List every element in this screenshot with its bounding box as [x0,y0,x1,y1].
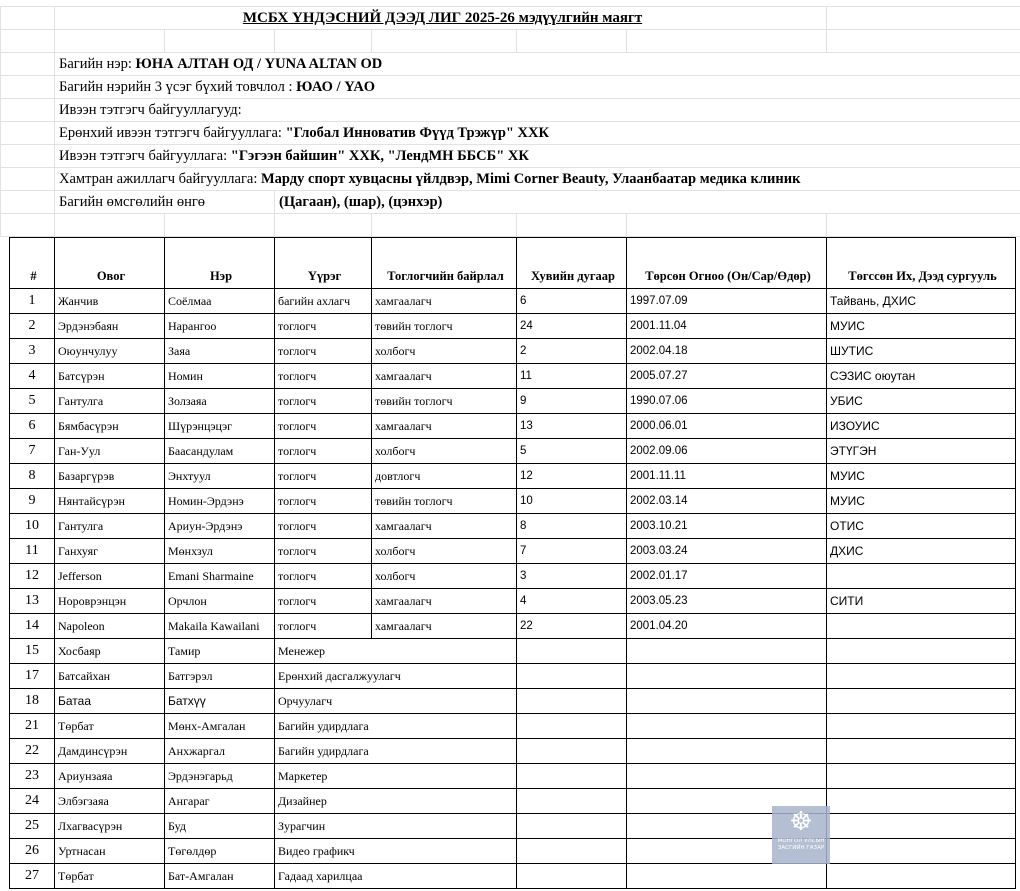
player-jersey: 10 [517,489,627,514]
player-school: Тайвань, ДХИС [827,289,1016,314]
row-number: 1 [10,289,55,314]
player-dob: 2001.11.04 [627,314,827,339]
player-surname: Эрдэнэбаян [55,314,165,339]
player-name: Орчлон [165,589,275,614]
empty-cell [517,639,627,664]
col-header-role: Үүрэг [275,238,372,289]
row-number: 10 [10,514,55,539]
abbr-row [55,76,1020,99]
empty-cell [517,839,627,864]
player-dob: 1997.07.09 [627,289,827,314]
empty-cell [517,664,627,689]
player-role: багийн ахлагч [275,289,372,314]
soyombo-icon: ☸ [789,807,813,837]
staff-name: Эрдэнэгарьд [165,764,275,789]
partners-row [55,168,1020,191]
staff-row [10,764,1016,789]
staff-surname: Батсайхан [55,664,165,689]
player-dob: 2002.03.14 [627,489,827,514]
staff-surname: Батаа [55,689,165,714]
row-number: 27 [10,864,55,889]
form-title: МСБХ ҮНДЭСНИЙ ДЭЭД ЛИГ 2025-26 мэдүүлгийн маягт [55,7,827,30]
staff-name: Мөнх-Амгалан [165,714,275,739]
row-number: 17 [10,664,55,689]
government-seal [772,806,830,864]
row-number: 9 [10,489,55,514]
staff-row [10,664,1016,689]
empty-cell [517,814,627,839]
staff-role: Зурагчин [275,814,517,839]
staff-row [10,639,1016,664]
player-position: хамгаалагч [372,614,517,639]
staff-name: Буд [165,814,275,839]
player-school: ШУТИС [827,339,1016,364]
row-number: 2 [10,314,55,339]
player-surname: Гантулга [55,389,165,414]
staff-name: Бат-Амгалан [165,864,275,889]
empty-cell [827,664,1016,689]
player-role: тоглогч [275,314,372,339]
player-name: Ариун-Эрдэнэ [165,514,275,539]
player-role: тоглогч [275,589,372,614]
player-name: Emani Sharmaine [165,564,275,589]
row-number: 13 [10,589,55,614]
empty-cell [517,864,627,889]
empty-cell [827,689,1016,714]
player-name: Номин-Эрдэнэ [165,489,275,514]
player-school: МУИС [827,489,1016,514]
col-header-surname: Овог [55,238,165,289]
player-school: ДХИС [827,539,1016,564]
form-header [0,6,1020,237]
player-jersey: 22 [517,614,627,639]
player-name: Нарангоо [165,314,275,339]
player-school [827,564,1016,589]
col-header-jersey: Хувийн дугаар [517,238,627,289]
player-school: СИТИ [827,589,1016,614]
staff-name: Батхүү [165,689,275,714]
player-jersey: 13 [517,414,627,439]
player-row [10,314,1016,339]
general-sponsor-row [55,122,1020,145]
staff-role: Менежер [275,639,517,664]
player-dob: 1990.07.06 [627,389,827,414]
staff-row [10,714,1016,739]
player-school: ОТИС [827,514,1016,539]
staff-role: Видео графикч [275,839,517,864]
player-role: тоглогч [275,364,372,389]
player-row [10,514,1016,539]
staff-row [10,814,1016,839]
player-row [10,589,1016,614]
staff-role: Маркетер [275,764,517,789]
empty-cell [827,764,1016,789]
staff-row [10,739,1016,764]
player-surname: Ган-Уул [55,439,165,464]
player-role: тоглогч [275,464,372,489]
staff-surname: Төрбат [55,714,165,739]
player-surname: Нянтайсүрэн [55,489,165,514]
player-jersey: 2 [517,339,627,364]
row-number: 23 [10,764,55,789]
row-number: 24 [10,789,55,814]
col-header-dob: Төрсөн Огноо (Он/Сар/Өдөр) [627,238,827,289]
roster-table [9,237,1016,889]
row-number: 22 [10,739,55,764]
team-name-label: Багийн нэр: [59,55,132,72]
row-number: 26 [10,839,55,864]
player-dob: 2002.04.18 [627,339,827,364]
empty-cell [517,714,627,739]
staff-name: Тамир [165,639,275,664]
player-jersey: 9 [517,389,627,414]
staff-surname: Ариунзаяа [55,764,165,789]
player-dob: 2001.11.11 [627,464,827,489]
staff-row [10,839,1016,864]
player-surname: Батсүрэн [55,364,165,389]
row-number: 14 [10,614,55,639]
player-jersey: 3 [517,564,627,589]
player-position: холбогч [372,539,517,564]
row-number: 12 [10,564,55,589]
staff-row [10,689,1016,714]
player-position: хамгаалагч [372,414,517,439]
row-number: 15 [10,639,55,664]
empty-cell [627,689,827,714]
player-row [10,364,1016,389]
staff-surname: Төрбат [55,864,165,889]
partners-value: Марду спорт хувцасны үйлдвэр, Mimi Corner Beauty, Улаанбаатар медика клиник [260,170,801,187]
player-surname: Оюунчулуу [55,339,165,364]
col-header-number: # [10,238,55,289]
player-role: тоглогч [275,339,372,364]
player-jersey: 11 [517,364,627,389]
player-name: Заяа [165,339,275,364]
sponsors-label: Ивээн тэтгэгч байгууллагууд: [55,99,1020,122]
player-jersey: 12 [517,464,627,489]
player-name: Makaila Kawailani [165,614,275,639]
player-dob: 2003.10.21 [627,514,827,539]
player-surname: Бямбасүрэн [55,414,165,439]
player-position: төвийн тоглогч [372,389,517,414]
staff-role: Ерөнхий дасгалжуулагч [275,664,517,689]
player-name: Золзаяа [165,389,275,414]
abbr-value: ЮАО / YAO [296,78,376,95]
row-number: 7 [10,439,55,464]
player-dob: 2001.04.20 [627,614,827,639]
player-role: тоглогч [275,389,372,414]
player-surname: Ганхуяг [55,539,165,564]
staff-name: Ангараг [165,789,275,814]
row-number: 8 [10,464,55,489]
player-position: төвийн тоглогч [372,314,517,339]
general-sponsor-label: Ерөнхий ивээн тэтгэгч байгууллага: [59,124,282,141]
player-surname: Базаргүрэв [55,464,165,489]
player-surname: Napoleon [55,614,165,639]
empty-cell [627,764,827,789]
staff-role: Орчуулагч [275,689,517,714]
row-number: 3 [10,339,55,364]
player-jersey: 24 [517,314,627,339]
player-jersey: 8 [517,514,627,539]
player-name: Мөнхзул [165,539,275,564]
empty-cell [827,839,1016,864]
player-position: хамгаалагч [372,589,517,614]
row-number: 4 [10,364,55,389]
empty-cell [827,864,1016,889]
player-name: Баасандулам [165,439,275,464]
player-role: тоглогч [275,489,372,514]
player-role: тоглогч [275,614,372,639]
empty-cell [517,764,627,789]
player-position: төвийн тоглогч [372,489,517,514]
staff-role: Багийн удирдлага [275,739,517,764]
staff-name: Батгэрэл [165,664,275,689]
roster-header-row [10,238,1016,289]
player-row [10,464,1016,489]
player-surname: Гантулга [55,514,165,539]
player-row [10,564,1016,589]
player-dob: 2003.03.24 [627,539,827,564]
player-position: хамгаалагч [372,514,517,539]
player-dob: 2002.09.06 [627,439,827,464]
staff-role: Багийн удирдлага [275,714,517,739]
staff-surname: Хосбаяр [55,639,165,664]
player-position: хамгаалагч [372,364,517,389]
player-row [10,414,1016,439]
col-header-name: Нэр [165,238,275,289]
player-position: холбогч [372,339,517,364]
player-row [10,439,1016,464]
sponsor-value: "Гэгээн байшин" ХХК, "ЛендМН ББСБ" ХК [230,147,529,164]
player-surname: Нороврэнцэн [55,589,165,614]
seal-caption: МОНГОЛ УЛСЫН ЗАСГИЙН ГАЗАР [777,838,825,851]
sponsor-label: Ивээн тэтгэгч байгууллага: [59,147,228,164]
row-number: 11 [10,539,55,564]
player-role: тоглогч [275,439,372,464]
col-header-school: Төгссөн Их, Дээд сургууль [827,238,1016,289]
col-header-position: Тоглогчийн байрлал [372,238,517,289]
staff-surname: Элбэгзаяа [55,789,165,814]
row-number: 21 [10,714,55,739]
player-row [10,339,1016,364]
player-surname: Жанчив [55,289,165,314]
player-row [10,389,1016,414]
player-name: Соёлмаа [165,289,275,314]
player-row [10,489,1016,514]
player-position: хамгаалагч [372,289,517,314]
empty-cell [627,864,827,889]
empty-cell [827,814,1016,839]
player-role: тоглогч [275,564,372,589]
staff-surname: Уртнасан [55,839,165,864]
row-number: 18 [10,689,55,714]
staff-role: Дизайнер [275,789,517,814]
player-surname: Jefferson [55,564,165,589]
uniform-value: (Цагаан), (шар), (цэнхэр) [275,191,1020,214]
player-dob: 2005.07.27 [627,364,827,389]
staff-row [10,864,1016,889]
staff-surname: Лхагвасүрэн [55,814,165,839]
row-number: 6 [10,414,55,439]
player-dob: 2000.06.01 [627,414,827,439]
empty-cell [827,639,1016,664]
empty-cell [627,714,827,739]
empty-cell [627,664,827,689]
player-dob: 2002.01.17 [627,564,827,589]
player-role: тоглогч [275,414,372,439]
player-name: Шүрэнцэцэг [165,414,275,439]
empty-cell [827,739,1016,764]
player-school: УБИС [827,389,1016,414]
staff-name: Анхжаргал [165,739,275,764]
team-name-value: ЮНА АЛТАН ОД / YUNA ALTAN OD [135,55,383,72]
player-position: довтлогч [372,464,517,489]
player-jersey: 6 [517,289,627,314]
partners-label: Хамтран ажиллагч байгууллага: [59,170,258,187]
row-number: 25 [10,814,55,839]
player-school: МУИС [827,464,1016,489]
player-jersey: 5 [517,439,627,464]
empty-cell [827,789,1016,814]
uniform-label: Багийн өмсгөлийн өнгө [55,191,275,214]
empty-cell [517,789,627,814]
empty-cell [517,689,627,714]
player-dob: 2003.05.23 [627,589,827,614]
staff-row [10,789,1016,814]
sponsor-row [55,145,1020,168]
player-row [10,289,1016,314]
player-jersey: 7 [517,539,627,564]
general-sponsor-value: "Глобал Инноватив Фүүд Трэжүр" ХХК [285,124,550,141]
player-name: Номин [165,364,275,389]
team-name-row [55,53,1020,76]
player-jersey: 4 [517,589,627,614]
empty-cell [517,739,627,764]
player-school: ИЗОУИС [827,414,1016,439]
staff-surname: Дамдинсүрэн [55,739,165,764]
player-row [10,614,1016,639]
player-role: тоглогч [275,514,372,539]
empty-cell [827,714,1016,739]
player-school: ЭТҮГЭН [827,439,1016,464]
player-position: холбогч [372,564,517,589]
row-number: 5 [10,389,55,414]
player-name: Энхтуул [165,464,275,489]
player-school: СЭЗИС оюутан [827,364,1016,389]
empty-cell [627,639,827,664]
empty-cell [627,739,827,764]
player-position: холбогч [372,439,517,464]
staff-name: Төгөлдөр [165,839,275,864]
player-row [10,539,1016,564]
staff-role: Гадаад харилцаа [275,864,517,889]
player-school: МУИС [827,314,1016,339]
abbr-label: Багийн нэрийн 3 үсэг бүхий товчлол : [59,78,293,95]
player-school [827,614,1016,639]
player-role: тоглогч [275,539,372,564]
